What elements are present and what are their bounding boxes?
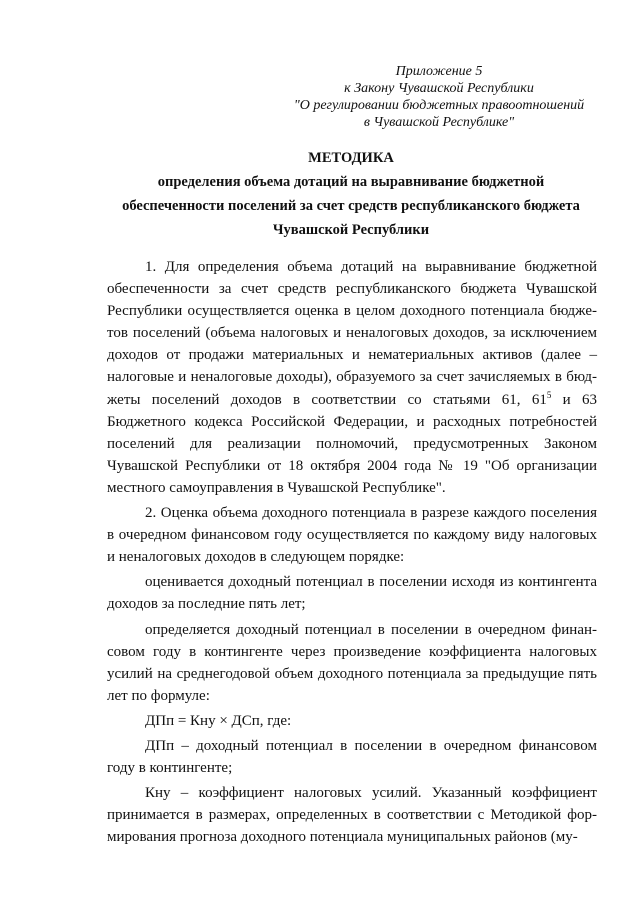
paragraph-5: ДПп – доходный потенциал в поселении в очередном финансовом году в контингенте; [107, 737, 597, 777]
paragraph-6: Кну – коэффициент налоговых усилий. Указанный коэффициент принимается в размерах, определенных в соответствии с Методикой формирования прогноза доходного потенциала муниципальных районов (му- [107, 785, 597, 846]
paragraph-1 [107, 256, 597, 499]
appendix-line-2: к Закону Чувашской Республики [344, 81, 534, 96]
appendix-line-4: в Чувашской Республике" [363, 115, 515, 130]
title-heading: МЕТОДИКА [308, 150, 394, 166]
paragraph-2: 2. Оценка объема доходного потенциала в разрезе каждого поселения в очередном финансовом году осуществляется по каждому виду налоговых и неналоговых доходов в следующем порядке: [107, 505, 597, 566]
title-line-1: определения объема дотаций на выравнивание бюджетной [157, 174, 545, 190]
formula-line: ДПп = Кну × ДСп, где: [145, 712, 292, 729]
document-body [107, 256, 597, 848]
appendix-line-3: "О регулировании бюджетных правоотношений [293, 98, 585, 113]
paragraph-1-text-a: 1. Для определения объема дотаций на выравнивание бюджетной обеспеченности за счет средств республиканского бюджета Чувашской Республики осуществляется оценка в целом доходного потенциала бюджетов поселений (объема налоговых и неналоговых доходов, за исключением доходов от продажи материальных и нематериальных активов (далее – налоговые и неналоговые доходы), образуемого за счет зачисляемых в бюджеты поселений доходов в соответствии со статьями 61, 61 [107, 259, 597, 408]
paragraph-4: определяется доходный потенциал в поселении в очередном финансовом году в контингенте через произведение коэффициента налоговых усилий на среднегодовой объем доходного потенциала за предыдущие пять лет по формуле: [107, 621, 597, 704]
appendix-reference [280, 63, 598, 131]
document-title [70, 146, 632, 242]
paragraph-1-superscript: 5 [546, 389, 552, 400]
title-line-2: обеспеченности поселений за счет средств республиканского бюджета [122, 198, 580, 214]
appendix-line-1: Приложение 5 [395, 64, 483, 79]
paragraph-3: оценивается доходный потенциал в поселении исходя из контингента доходов за последние пять лет; [107, 574, 597, 613]
title-line-3: Чувашской Республики [272, 222, 430, 238]
paragraph-1-text-b: и 63 Бюджетного кодекса Российской Федерации, и расходных потребностей поселений для реализации полномочий, предусмотренных Законом Чувашской Республики от 18 октября 2004 года № 19 "Об организации местного самоуправления в Чувашской Республике". [107, 391, 597, 496]
